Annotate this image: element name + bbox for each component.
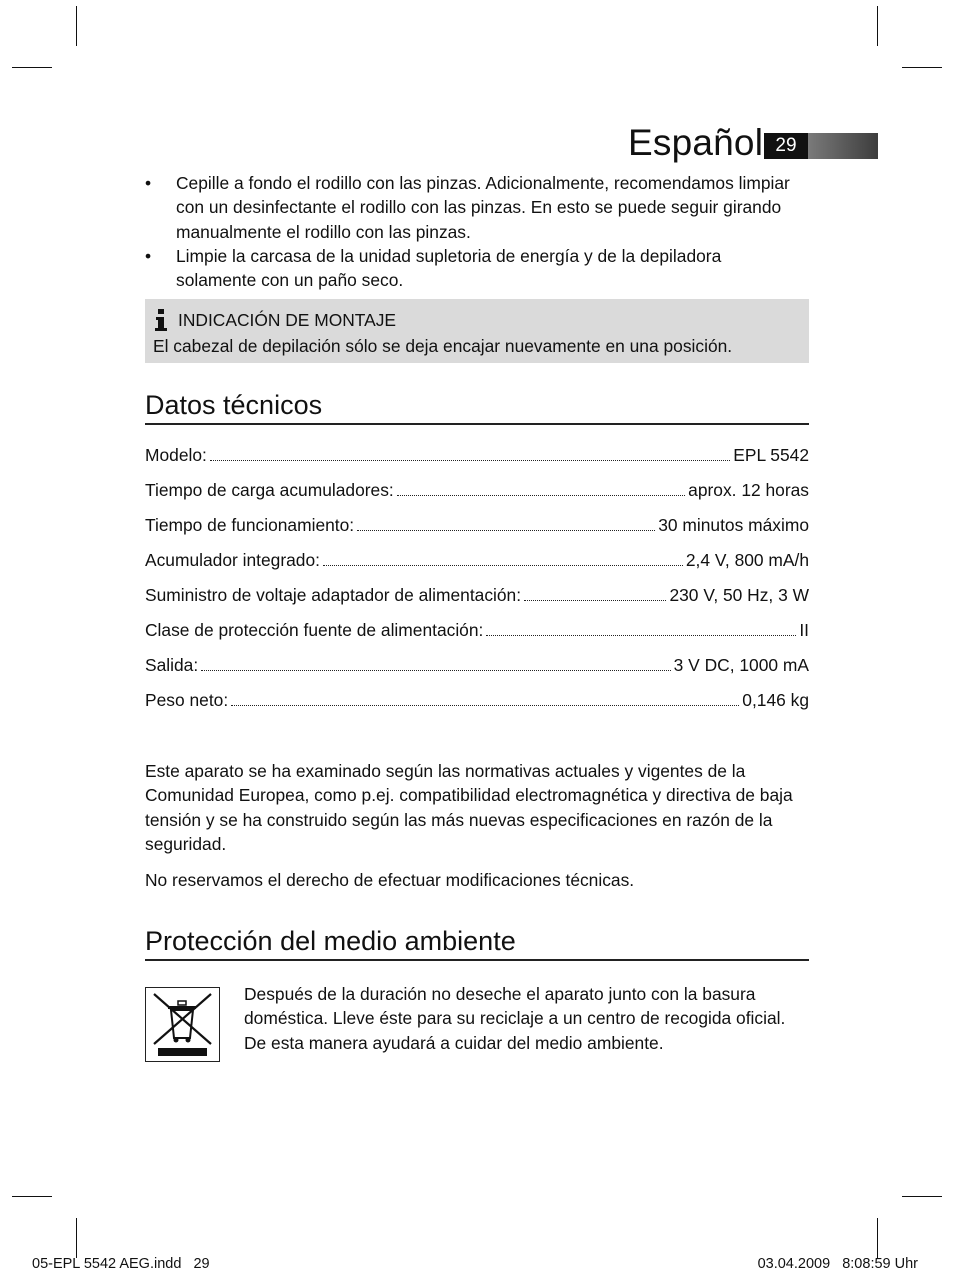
spec-label: Modelo: [145, 445, 207, 465]
note-header [154, 309, 396, 331]
dot-leader [524, 586, 666, 601]
spec-value: 3 V DC, 1000 mA [673, 655, 809, 675]
section-heading-environment: Protección del medio ambiente [145, 926, 809, 961]
section-heading-tech: Datos técnicos [145, 390, 809, 425]
dot-leader [231, 691, 739, 706]
dot-leader [357, 516, 655, 531]
spec-value: EPL 5542 [733, 445, 809, 465]
bullet-icon: • [145, 245, 152, 266]
spec-row [145, 480, 809, 501]
note-title: INDICACIÓN DE MONTAJE [178, 309, 397, 330]
bullet-text: Limpie la carcasa de la unidad supletoria de energía y de la depiladora solamente con un paño seco. [176, 245, 722, 291]
spec-row [145, 655, 809, 676]
crop-mark [12, 1196, 52, 1197]
spec-label: Tiempo de carga acumuladores: [145, 480, 394, 500]
dot-leader [323, 551, 683, 566]
crop-mark [76, 1218, 77, 1258]
spec-label: Tiempo de funcionamiento: [145, 515, 355, 535]
spec-row [145, 620, 809, 641]
assembly-note [145, 299, 809, 363]
environment-text: Después de la duración no deseche el aparato junto con la basura doméstica. Lleve éste para su reciclaje a un centro de recogida oficial. De esta manera ayudará a cuidar del medio ambiente. [244, 984, 786, 1053]
spec-value: aprox. 12 horas [688, 480, 809, 500]
dot-leader [486, 621, 796, 636]
page-number: 29 [764, 133, 808, 159]
spec-label: Peso neto: [145, 690, 229, 710]
reserve-text: No reservamos el derecho de efectuar modificaciones técnicas. [145, 870, 635, 890]
spec-label: Salida: [145, 655, 199, 675]
list-item [145, 244, 795, 293]
list-item [145, 171, 795, 244]
spec-row [145, 515, 809, 536]
note-text: El cabezal de depilación sólo se deja encajar nuevamente en una posición. [153, 336, 733, 356]
crop-mark [12, 67, 52, 68]
spec-value: 30 minutos máximo [658, 515, 809, 535]
info-icon [154, 309, 168, 331]
spec-row [145, 585, 809, 606]
spec-row [145, 690, 809, 711]
crop-mark [902, 67, 942, 68]
spec-value: 0,146 kg [742, 690, 809, 710]
dot-leader [201, 656, 670, 671]
spec-value: 230 V, 50 Hz, 3 W [669, 585, 809, 605]
spec-label: Acumulador integrado: [145, 550, 320, 570]
footer-file-info: 05-EPL 5542 AEG.indd 29 [32, 1256, 210, 1272]
spec-row [145, 550, 809, 571]
dot-leader [210, 446, 730, 461]
spec-value: 2,4 V, 800 mA/h [685, 550, 809, 570]
compliance-text: Este aparato se ha examinado según las normativas actuales y vigentes de la Comunidad Europea, como p.ej. compatibilidad electromagnética y directiva de baja tensión y se ha construido según las más nuevas especificaciones en razón de la seguridad. [145, 761, 793, 855]
crop-mark [877, 1218, 878, 1258]
spec-value: II [799, 620, 809, 640]
spec-row [145, 445, 809, 466]
crop-mark [76, 6, 77, 46]
bullet-list [145, 171, 795, 292]
crop-mark [877, 6, 878, 46]
header-bar [808, 133, 878, 159]
weee-bin-icon [145, 987, 220, 1062]
crop-mark [902, 1196, 942, 1197]
spec-label: Suministro de voltaje adaptador de alimentación: [145, 585, 522, 605]
bullet-icon: • [145, 173, 152, 193]
bullet-text: Cepille a fondo el rodillo con las pinzas. Adicionalmente, recomendamos limpiar con un desinfectante el rodillo con las pinzas. En esto se puede seguir girando manualmente el rodillo con las pinzas. [176, 173, 790, 242]
page-title: Español [628, 122, 764, 163]
dot-leader [397, 481, 685, 496]
spec-label: Clase de protección fuente de alimentación: [145, 620, 484, 640]
footer-timestamp: 03.04.2009 8:08:59 Uhr [757, 1256, 918, 1272]
